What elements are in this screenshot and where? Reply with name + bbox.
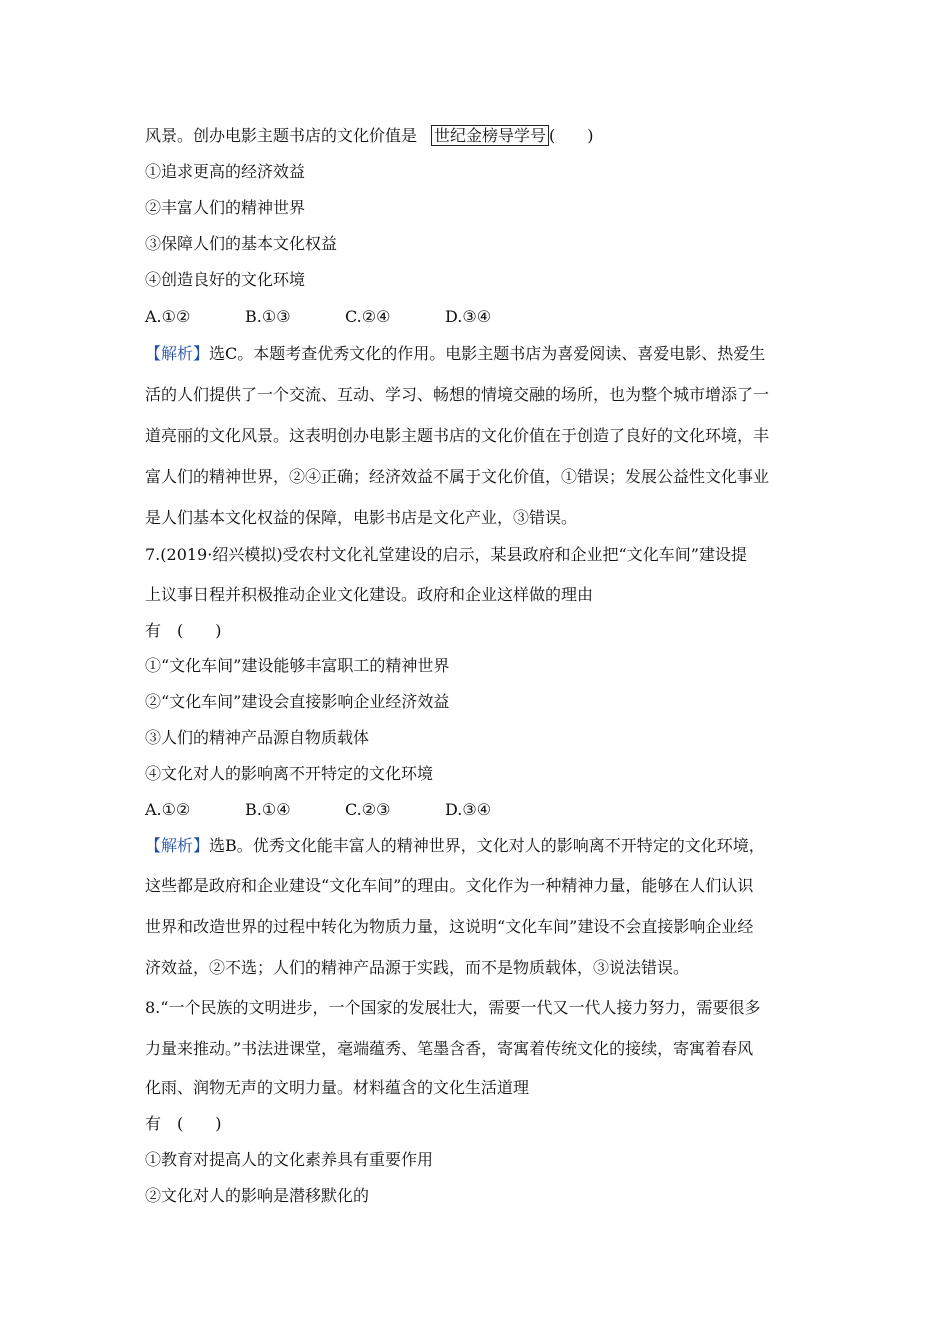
q6-analysis-line-2: 活的人们提供了一个交流、互动、学习、畅想的情境交融的场所，也为整个城市增添了一 [145, 385, 770, 404]
q7-analysis-line-4: 济效益，②不选；人们的精神产品源于实践，而不是物质载体，③说法错误。 [145, 958, 690, 977]
q6-analysis-line-3: 道亮丽的文化风景。这表明创办电影主题书店的文化价值在于创造了良好的文化环境，丰 [145, 426, 770, 445]
q7-stem-line-3: 有 ( ) [145, 621, 222, 640]
analysis-text: 选C。本题考查优秀文化的作用。电影主题书店为喜爱阅读、喜爱电影、热爱生 [209, 344, 766, 363]
analysis-tag: 【解析】 [145, 344, 210, 363]
q6-option-c: C.②④ [345, 307, 391, 326]
q8-item-1: ①教育对提高人的文化素养具有重要作用 [145, 1150, 434, 1169]
q7-stem-line-2: 上议事日程并积极推动企业文化建设。政府和企业这样做的理由 [145, 585, 594, 604]
q8-stem-line-4: 有 ( ) [145, 1114, 222, 1133]
q7-analysis-line-1 [145, 835, 765, 857]
q7-item-3: ③人们的精神产品源自物质载体 [145, 728, 370, 747]
q7-analysis-line-2: 这些都是政府和企业建设“文化车间”的理由。文化作为一种精神力量，能够在人们认识 [145, 876, 754, 895]
q7-stem-line-1: 7.(2019·绍兴模拟)受农村文化礼堂建设的启示，某县政府和企业把“文化车间”建设提 [145, 545, 747, 564]
q6-stem-text: 风景。创办电影主题书店的文化价值是 [145, 126, 418, 145]
q6-analysis-line-1 [145, 343, 765, 365]
answer-paren: ( ) [549, 126, 594, 145]
q6-option-b: B.①③ [245, 307, 291, 326]
q7-option-a: A.①② [145, 800, 191, 819]
q7-item-1: ①“文化车间”建设能够丰富职工的精神世界 [145, 656, 450, 675]
q7-options [145, 799, 545, 821]
q6-item-2: ②丰富人们的精神世界 [145, 198, 306, 217]
q6-analysis-line-4: 富人们的精神世界，②④正确；经济效益不属于文化价值，①错误；发展公益性文化事业 [145, 467, 770, 486]
analysis-tag: 【解析】 [145, 836, 210, 855]
q6-option-a: A.①② [145, 307, 191, 326]
q8-item-2: ②文化对人的影响是潜移默化的 [145, 1186, 370, 1205]
q8-stem-line-2: 力量来推动。”书法进课堂，毫端蕴秀、笔墨含香，寄寓着传统文化的接续，寄寓着春风 [145, 1039, 754, 1058]
q7-option-b: B.①④ [245, 800, 291, 819]
q7-analysis-line-3: 世界和改造世界的过程中转化为物质力量，这说明“文化车间”建设不会直接影响企业经 [145, 917, 754, 936]
q6-analysis-line-5: 是人们基本文化权益的保障，电影书店是文化产业，③错误。 [145, 508, 578, 527]
q6-item-3: ③保障人们的基本文化权益 [145, 234, 338, 253]
q7-item-2: ②“文化车间”建设会直接影响企业经济效益 [145, 692, 450, 711]
badge-box: 世纪金榜导学号 [431, 125, 549, 146]
q6-stem [145, 125, 594, 147]
q8-stem-line-1: 8.“一个民族的文明进步，一个国家的发展壮大，需要一代又一代人接力努力，需要很多 [145, 998, 761, 1017]
analysis-text: 选B。优秀文化能丰富人的精神世界，文化对人的影响离不开特定的文化环境， [209, 836, 765, 855]
q6-options [145, 306, 545, 328]
q7-item-4: ④文化对人的影响离不开特定的文化环境 [145, 764, 434, 783]
q7-option-d: D.③④ [445, 800, 492, 819]
q8-stem-line-3: 化雨、润物无声的文明力量。材料蕴含的文化生活道理 [145, 1078, 530, 1097]
q6-item-1: ①追求更高的经济效益 [145, 162, 306, 181]
q6-item-4: ④创造良好的文化环境 [145, 270, 306, 289]
q6-option-d: D.③④ [445, 307, 492, 326]
q7-option-c: C.②③ [345, 800, 391, 819]
